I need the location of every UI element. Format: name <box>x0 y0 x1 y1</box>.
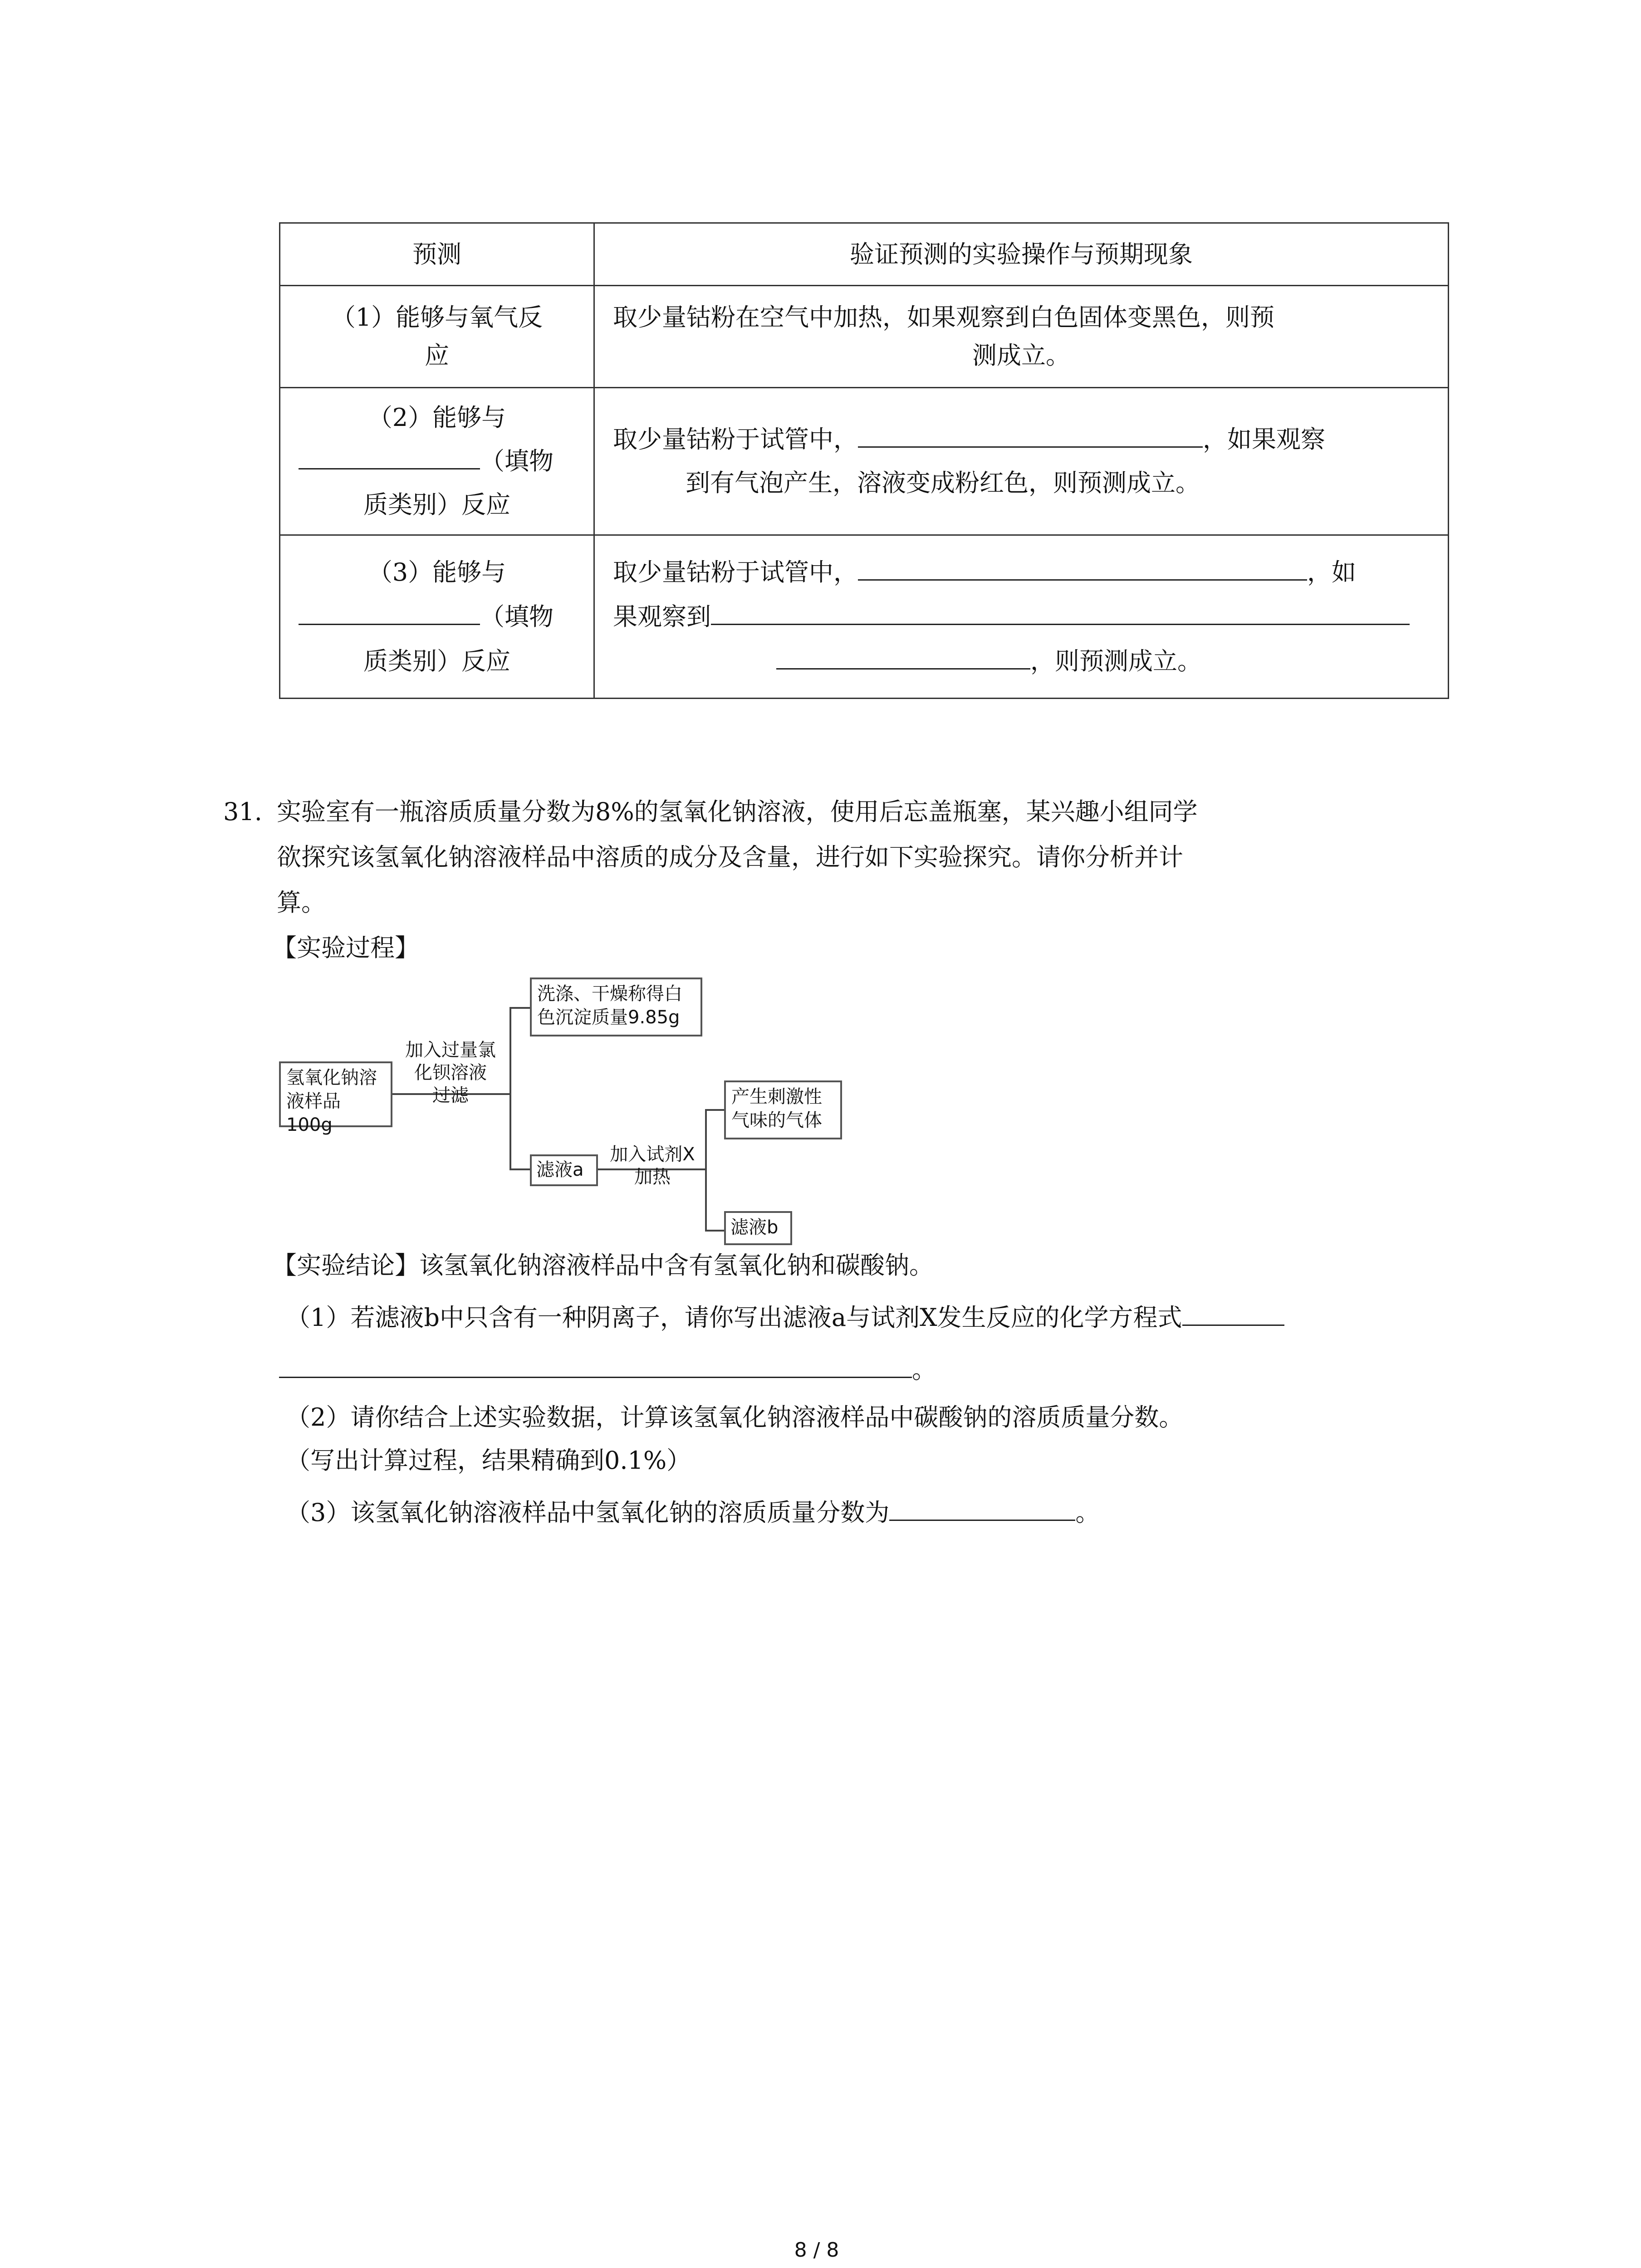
row3-ver-line2: 果观察到 <box>613 602 711 631</box>
sub3-text: （3）该氢氧化钠溶液样品中氢氧化钠的溶质质量分数为 <box>286 1498 890 1527</box>
sub-question-3 <box>286 1492 1100 1529</box>
equation-blank-1[interactable] <box>1182 1297 1284 1326</box>
row3-prediction <box>280 535 594 699</box>
row3-phenomenon-blank-2[interactable] <box>776 641 1030 670</box>
row1-pred-line1: （1）能够与氧气反 <box>331 303 543 332</box>
row1-verification <box>594 286 1449 388</box>
question-stem-line2: 欲探究该氢氧化钠溶液样品中溶质的成分及含量，进行如下实验探究。请你分析并计 <box>277 843 1183 871</box>
row2-prediction <box>280 388 594 535</box>
sample-line2: 液样品100g <box>286 1091 341 1135</box>
row3-verification <box>594 535 1449 699</box>
connector-line <box>705 1109 707 1232</box>
row3-ver-line1a: 取少量钴粉于试管中， <box>613 557 858 587</box>
prediction-table <box>279 222 1449 699</box>
step1-label <box>394 1039 507 1107</box>
row2-ver-line2: 到有气泡产生，溶液变成粉红色，则预测成立。 <box>686 469 1200 497</box>
step1-line2: 化钡溶液 <box>414 1062 487 1083</box>
step2-line2: 加热 <box>634 1167 671 1188</box>
sub3-end: 。 <box>1075 1498 1100 1527</box>
connector-line <box>705 1109 724 1111</box>
row2-ver-line1a: 取少量钴粉于试管中， <box>613 425 858 454</box>
row3-class-blank[interactable] <box>299 596 480 625</box>
table-header-row <box>280 223 1449 286</box>
connector-line <box>509 1168 530 1170</box>
connector-line <box>705 1230 724 1232</box>
row1-pred-line2: 应 <box>425 341 449 370</box>
table-row <box>280 286 1449 388</box>
step2-label <box>599 1143 706 1188</box>
step1-line1: 加入过量氯 <box>405 1040 496 1061</box>
row2-pred-line3: 质类别）反应 <box>363 490 510 519</box>
header-verification: 验证预测的实验操作与预期现象 <box>594 223 1449 286</box>
sample-box <box>279 1061 392 1135</box>
precipitate-line2: 色沉淀质量9.85g <box>537 1007 680 1028</box>
header-prediction: 预测 <box>280 223 594 286</box>
row3-pred-line2: （填物 <box>480 602 554 631</box>
sub-question-2-line2: （写出计算过程，结果精确到0.1%） <box>286 1446 691 1475</box>
connector-line <box>509 1007 530 1009</box>
question-stem-line3: 算。 <box>277 888 326 917</box>
sub1-text: （1）若滤液b中只含有一种阴离子，请你写出滤液a与试剂X发生反应的化学方程式 <box>286 1303 1182 1332</box>
answer-blank-3[interactable] <box>889 1492 1075 1521</box>
question-number: 31. <box>223 797 262 826</box>
gas-line2: 气味的气体 <box>731 1110 822 1131</box>
table-row <box>280 388 1449 535</box>
row2-operation-blank[interactable] <box>858 419 1203 448</box>
row1-ver-line1: 取少量钴粉在空气中加热，如果观察到白色固体变黑色，则预 <box>613 303 1274 332</box>
step1-line3: 过滤 <box>432 1085 469 1106</box>
row3-pred-line1: （3）能够与 <box>367 557 506 587</box>
sub1-end: 。 <box>912 1355 936 1384</box>
sub-question-2-line1: （2）请你结合上述实验数据，计算该氢氧化钠溶液样品中碳酸钠的溶质质量分数。 <box>286 1403 1184 1432</box>
row1-prediction <box>280 286 594 388</box>
process-heading: 【实验过程】 <box>272 934 419 962</box>
connector-line <box>509 1007 511 1170</box>
table-row <box>280 535 1449 699</box>
sub-question-1-continued <box>279 1349 936 1386</box>
sub-question-1 <box>286 1297 1284 1334</box>
row1-ver-line2: 测成立。 <box>972 341 1070 370</box>
row3-ver-line1b: ，如 <box>1307 557 1356 587</box>
conclusion: 【实验结论】该氢氧化钠溶液样品中含有氢氧化钠和碳酸钠。 <box>272 1251 934 1280</box>
row2-class-blank[interactable] <box>299 441 480 469</box>
row3-ver-line3: ，则预测成立。 <box>1030 646 1202 675</box>
row2-pred-line1: （2）能够与 <box>367 403 506 432</box>
row2-verification <box>594 388 1449 535</box>
question-stem-line1: 实验室有一瓶溶质质量分数为8%的氢氧化钠溶液，使用后忘盖瓶塞，某兴趣小组同学 <box>277 797 1198 826</box>
row3-phenomenon-blank[interactable] <box>711 596 1410 625</box>
row2-pred-line2: （填物 <box>480 447 554 475</box>
gas-box <box>724 1080 842 1139</box>
equation-blank-2[interactable] <box>279 1349 912 1378</box>
precipitate-line1: 洗涤、干燥称得白 <box>537 983 682 1004</box>
precipitate-box <box>530 978 702 1036</box>
row3-operation-blank[interactable] <box>858 552 1307 581</box>
page-number: 8 / 8 <box>794 2239 839 2262</box>
row3-pred-line3: 质类别）反应 <box>363 646 510 675</box>
filtrate-a-box: 滤液a <box>530 1154 598 1186</box>
sample-line1: 氢氧化钠溶 <box>286 1067 377 1088</box>
row2-ver-line1b: ，如果观察 <box>1203 425 1325 454</box>
gas-line1: 产生刺激性 <box>731 1086 822 1107</box>
filtrate-b-box: 滤液b <box>724 1211 792 1245</box>
step2-line1: 加入试剂X <box>610 1144 695 1165</box>
